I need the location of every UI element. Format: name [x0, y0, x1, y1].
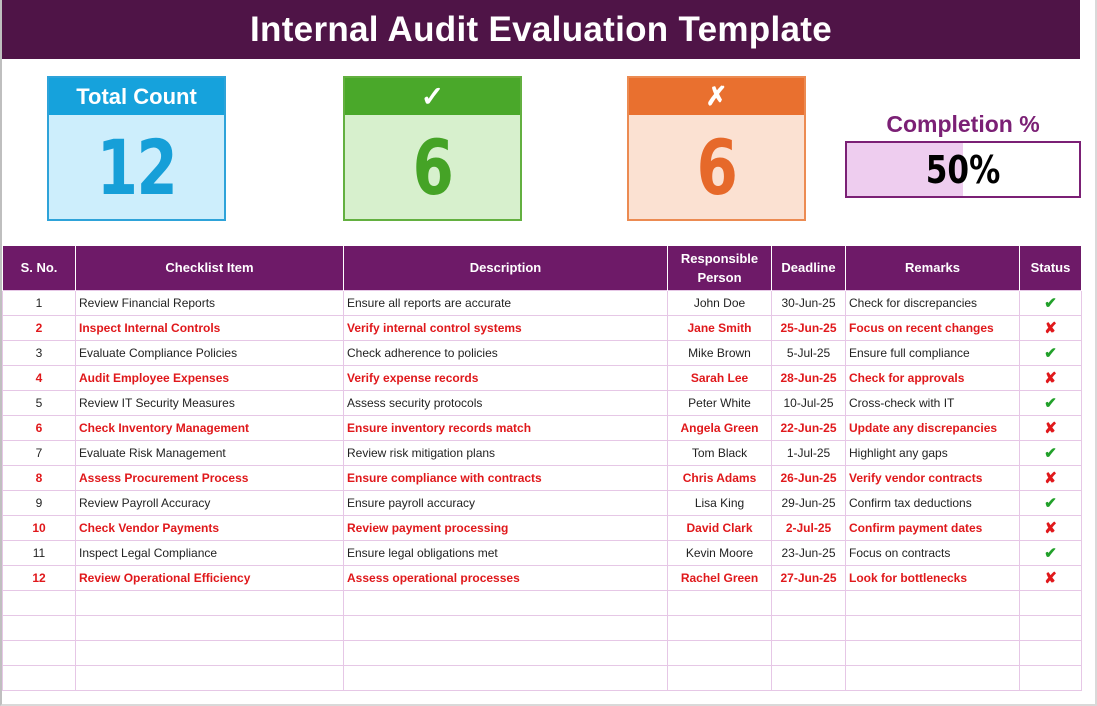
cell-status[interactable] — [1020, 415, 1082, 440]
empty-cell[interactable] — [668, 590, 772, 615]
cell-remarks[interactable]: Check for discrepancies — [846, 290, 1020, 315]
cell-checklist-item[interactable]: Review Payroll Accuracy — [76, 490, 344, 515]
cell-remarks[interactable]: Highlight any gaps — [846, 440, 1020, 465]
status-check-icon: ✔ — [1044, 394, 1057, 412]
status-check-icon: ✔ — [1044, 494, 1057, 512]
cell-sno[interactable]: 10 — [3, 515, 76, 540]
empty-cell[interactable] — [846, 640, 1020, 665]
empty-cell[interactable] — [846, 665, 1020, 690]
cell-sno[interactable]: 1 — [3, 290, 76, 315]
status-check-icon: ✔ — [1044, 544, 1057, 562]
cell-description[interactable]: Check adherence to policies — [344, 340, 668, 365]
column-header-description[interactable]: Description — [344, 246, 668, 290]
cell-sno[interactable]: 11 — [3, 540, 76, 565]
cell-checklist-item[interactable]: Evaluate Risk Management — [76, 440, 344, 465]
empty-cell[interactable] — [772, 615, 846, 640]
table-row — [3, 290, 1082, 315]
cell-deadline[interactable]: 1-Jul-25 — [772, 440, 846, 465]
cell-sno[interactable]: 7 — [3, 440, 76, 465]
cell-remarks[interactable]: Focus on contracts — [846, 540, 1020, 565]
table-row — [3, 490, 1082, 515]
cell-checklist-item[interactable]: Check Vendor Payments — [76, 515, 344, 540]
cell-remarks[interactable]: Look for bottlenecks — [846, 565, 1020, 590]
cell-responsible-person[interactable]: Mike Brown — [668, 340, 772, 365]
empty-cell[interactable] — [1020, 615, 1082, 640]
cell-description[interactable]: Ensure inventory records match — [344, 415, 668, 440]
status-check-icon: ✔ — [1044, 294, 1057, 312]
empty-cell[interactable] — [772, 640, 846, 665]
table-row — [3, 540, 1082, 565]
cell-responsible-person[interactable]: Angela Green — [668, 415, 772, 440]
cell-status[interactable] — [1020, 515, 1082, 540]
empty-cell[interactable] — [668, 665, 772, 690]
empty-cell[interactable] — [1020, 665, 1082, 690]
cell-status[interactable] — [1020, 540, 1082, 565]
page-title: Internal Audit Evaluation Template — [250, 9, 832, 49]
cell-responsible-person[interactable]: Lisa King — [668, 490, 772, 515]
cell-description[interactable]: Ensure all reports are accurate — [344, 290, 668, 315]
table-row — [3, 365, 1082, 390]
status-cross-icon: ✘ — [1044, 319, 1057, 337]
cell-sno[interactable]: 8 — [3, 465, 76, 490]
cell-sno[interactable]: 4 — [3, 365, 76, 390]
empty-table-row — [3, 615, 1082, 640]
status-cross-icon: ✘ — [1044, 369, 1057, 387]
checklist-table — [2, 246, 1082, 691]
cell-responsible-person[interactable]: Rachel Green — [668, 565, 772, 590]
column-header-sno[interactable]: S. No. — [3, 246, 76, 290]
cell-status[interactable] — [1020, 490, 1082, 515]
cell-checklist-item[interactable]: Inspect Internal Controls — [76, 315, 344, 340]
cell-status[interactable] — [1020, 440, 1082, 465]
cell-checklist-item[interactable]: Audit Employee Expenses — [76, 365, 344, 390]
table-row — [3, 565, 1082, 590]
cell-deadline[interactable]: 29-Jun-25 — [772, 490, 846, 515]
empty-cell[interactable] — [846, 590, 1020, 615]
cell-status[interactable] — [1020, 465, 1082, 490]
cell-description[interactable]: Verify internal control systems — [344, 315, 668, 340]
total-count-card — [47, 76, 226, 221]
status-cross-icon: ✘ — [1044, 419, 1057, 437]
column-header-remarks[interactable]: Remarks — [846, 246, 1020, 290]
empty-cell[interactable] — [76, 640, 344, 665]
cell-deadline[interactable]: 27-Jun-25 — [772, 565, 846, 590]
empty-cell[interactable] — [668, 615, 772, 640]
cell-checklist-item[interactable]: Assess Procurement Process — [76, 465, 344, 490]
completion-label: Completion % — [886, 111, 1040, 137]
table-row — [3, 465, 1082, 490]
cell-deadline[interactable]: 10-Jul-25 — [772, 390, 846, 415]
empty-cell[interactable] — [344, 665, 668, 690]
completion-value: 50% — [925, 147, 1001, 192]
cell-deadline[interactable]: 25-Jun-25 — [772, 315, 846, 340]
completed-count-card — [343, 76, 522, 221]
cell-responsible-person[interactable]: Tom Black — [668, 440, 772, 465]
cell-description[interactable]: Ensure legal obligations met — [344, 540, 668, 565]
cell-remarks[interactable]: Verify vendor contracts — [846, 465, 1020, 490]
cell-deadline[interactable]: 22-Jun-25 — [772, 415, 846, 440]
pending-count-card — [627, 76, 806, 221]
cell-responsible-person[interactable]: Peter White — [668, 390, 772, 415]
column-header-responsible-person[interactable]: Responsible Person — [668, 246, 772, 290]
cell-description[interactable]: Ensure payroll accuracy — [344, 490, 668, 515]
cell-responsible-person[interactable]: Jane Smith — [668, 315, 772, 340]
cell-status[interactable] — [1020, 390, 1082, 415]
cell-checklist-item[interactable]: Review IT Security Measures — [76, 390, 344, 415]
cell-checklist-item[interactable]: Review Operational Efficiency — [76, 565, 344, 590]
empty-cell[interactable] — [344, 640, 668, 665]
cell-remarks[interactable]: Check for approvals — [846, 365, 1020, 390]
checkmark-icon: ✓ — [345, 78, 520, 115]
cell-sno[interactable]: 3 — [3, 340, 76, 365]
cell-description[interactable]: Verify expense records — [344, 365, 668, 390]
cell-remarks[interactable]: Confirm tax deductions — [846, 490, 1020, 515]
completion-progress-bar — [845, 141, 1081, 198]
status-check-icon: ✔ — [1044, 344, 1057, 362]
cell-deadline[interactable]: 5-Jul-25 — [772, 340, 846, 365]
cell-description[interactable]: Ensure compliance with contracts — [344, 465, 668, 490]
empty-cell[interactable] — [3, 665, 76, 690]
cell-status[interactable] — [1020, 315, 1082, 340]
cell-responsible-person[interactable]: John Doe — [668, 290, 772, 315]
empty-cell[interactable] — [3, 615, 76, 640]
total-count-label: Total Count — [49, 78, 224, 115]
empty-cell[interactable] — [1020, 640, 1082, 665]
empty-cell[interactable] — [3, 640, 76, 665]
cell-description[interactable]: Assess operational processes — [344, 565, 668, 590]
empty-cell[interactable] — [344, 590, 668, 615]
cell-description[interactable]: Review risk mitigation plans — [344, 440, 668, 465]
cell-remarks[interactable]: Focus on recent changes — [846, 315, 1020, 340]
completed-count-value: 6 — [412, 122, 453, 212]
pending-count-value: 6 — [696, 122, 737, 212]
empty-cell[interactable] — [76, 590, 344, 615]
column-header-checklist-item[interactable]: Checklist Item — [76, 246, 344, 290]
cell-sno[interactable]: 6 — [3, 415, 76, 440]
empty-table-row — [3, 590, 1082, 615]
cell-checklist-item[interactable]: Evaluate Compliance Policies — [76, 340, 344, 365]
table-row — [3, 515, 1082, 540]
status-cross-icon: ✘ — [1044, 519, 1057, 537]
table-row — [3, 440, 1082, 465]
empty-cell[interactable] — [1020, 590, 1082, 615]
cross-icon: ✗ — [629, 78, 804, 115]
cell-deadline[interactable]: 28-Jun-25 — [772, 365, 846, 390]
table-row — [3, 415, 1082, 440]
table-row — [3, 340, 1082, 365]
cell-responsible-person[interactable]: Kevin Moore — [668, 540, 772, 565]
cell-checklist-item[interactable]: Review Financial Reports — [76, 290, 344, 315]
cell-checklist-item[interactable]: Check Inventory Management — [76, 415, 344, 440]
table-header-row — [3, 246, 1082, 290]
empty-cell[interactable] — [772, 665, 846, 690]
column-header-deadline[interactable]: Deadline — [772, 246, 846, 290]
empty-table-row — [3, 640, 1082, 665]
cell-sno[interactable]: 9 — [3, 490, 76, 515]
cell-remarks[interactable]: Cross-check with IT — [846, 390, 1020, 415]
cell-status[interactable] — [1020, 290, 1082, 315]
cell-status[interactable] — [1020, 340, 1082, 365]
total-count-value: 12 — [96, 122, 177, 212]
table-row — [3, 390, 1082, 415]
cell-responsible-person[interactable]: David Clark — [668, 515, 772, 540]
cell-responsible-person[interactable]: Chris Adams — [668, 465, 772, 490]
cell-status[interactable] — [1020, 365, 1082, 390]
cell-deadline[interactable]: 26-Jun-25 — [772, 465, 846, 490]
table-row — [3, 315, 1082, 340]
cell-remarks[interactable]: Ensure full compliance — [846, 340, 1020, 365]
cell-sno[interactable]: 12 — [3, 565, 76, 590]
empty-cell[interactable] — [3, 590, 76, 615]
cell-description[interactable]: Assess security protocols — [344, 390, 668, 415]
cell-deadline[interactable]: 2-Jul-25 — [772, 515, 846, 540]
cell-sno[interactable]: 2 — [3, 315, 76, 340]
empty-cell[interactable] — [772, 590, 846, 615]
cell-deadline[interactable]: 23-Jun-25 — [772, 540, 846, 565]
status-cross-icon: ✘ — [1044, 569, 1057, 587]
empty-cell[interactable] — [668, 640, 772, 665]
empty-cell[interactable] — [76, 615, 344, 640]
status-cross-icon: ✘ — [1044, 469, 1057, 487]
cell-remarks[interactable]: Update any discrepancies — [846, 415, 1020, 440]
status-check-icon: ✔ — [1044, 444, 1057, 462]
cell-checklist-item[interactable]: Inspect Legal Compliance — [76, 540, 344, 565]
cell-responsible-person[interactable]: Sarah Lee — [668, 365, 772, 390]
empty-cell[interactable] — [846, 615, 1020, 640]
cell-remarks[interactable]: Confirm payment dates — [846, 515, 1020, 540]
cell-description[interactable]: Review payment processing — [344, 515, 668, 540]
cell-deadline[interactable]: 30-Jun-25 — [772, 290, 846, 315]
empty-cell[interactable] — [76, 665, 344, 690]
title-banner — [2, 0, 1080, 59]
empty-cell[interactable] — [344, 615, 668, 640]
cell-status[interactable] — [1020, 565, 1082, 590]
empty-table-row — [3, 665, 1082, 690]
cell-sno[interactable]: 5 — [3, 390, 76, 415]
column-header-status[interactable]: Status — [1020, 246, 1082, 290]
